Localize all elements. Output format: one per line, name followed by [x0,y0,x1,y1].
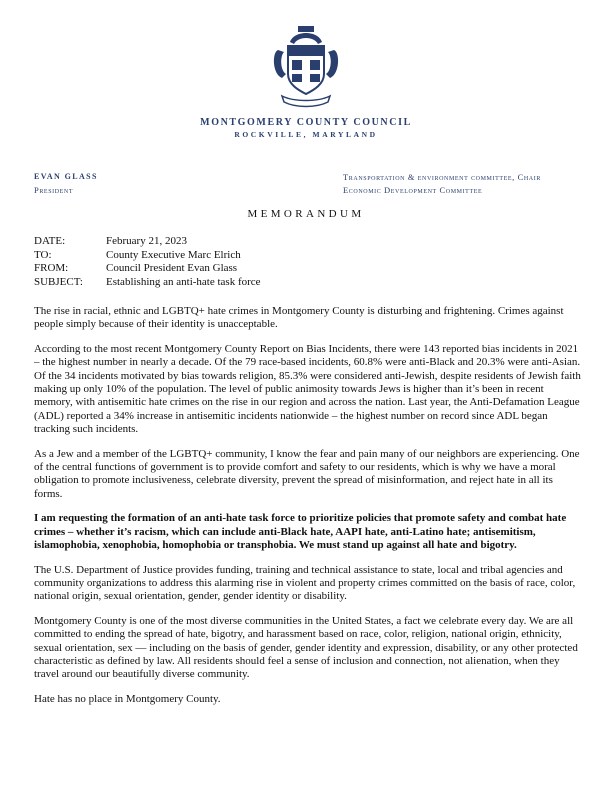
memo-field-date [34,235,261,249]
field-value: Council President Evan Glass [106,262,238,275]
council-location: ROCKVILLE, MARYLAND [234,130,378,139]
committee-economic: Economic Development Committee [343,185,483,195]
body-paragraph-closing: Hate has no place in Montgomery County. [34,692,221,705]
body-paragraph: Montgomery County is one of the most diverse communities in the United States, a fact we celebrate every day. We are all committed to ending the spread of hate, bigotry, and harassment based on race, color, religion, national origin, ethnicity, sexual orientation, sex — including on the basis of gender, gender identity and expression, disability, or any other protected characteristic as defined by law. All residents should feel a sense of inclusion and connection, not alienation, when they travel around our beautifully diverse community. [34,614,578,681]
memo-field-from [34,262,261,276]
memo-field-to [34,249,261,263]
field-label: TO: [34,248,52,261]
field-value: February 21, 2023 [106,235,187,247]
field-label: SUBJECT: [34,275,83,288]
body-paragraph: The U.S. Department of Justice provides funding, training and technical assistance to state, local and tribal agencies and community organizations to address this alarming rise in violent and property crimes committed on the basis of race, color, national origin, sexual orientation, gender, gender identity or disability. [34,563,576,603]
memo-body [34,305,582,717]
memo-title: MEMORANDUM [247,208,365,220]
county-seal-logo [268,22,344,110]
body-paragraph: The rise in racial, ethnic and LGBTQ+ hate crimes in Montgomery County is disturbing and frightening. Crimes against people simply because of their identity is unacceptable. [34,305,564,331]
sender-name: EVAN GLASS [34,172,98,181]
field-label: DATE: [34,235,66,247]
sender-title: President [34,185,74,195]
body-paragraph: According to the most recent Montgomery County Report on Bias Incidents, there were 143 reported bias incidents in 2021 – the highest number in nearly a decade. Of the 79 race-based incidents, 60.8% were anti-Black and 20.3% were anti-Asian. Of the 34 incidents motivated by bias towards religion, 85.3% were considered anti-Jewish, despite residents of Jewish faith making up only 10% of the population. The level of public animosity towards Jews is higher than it’s been in recent memory, with antisemitic hate crimes on the rise in our region and across the nation. Last year, the Anti-Defamation League (ADL) reported a 34% increase in antisemitic incidents nationwide – the highest number on record since ADL began tracking such incidents. [34,342,581,436]
body-paragraph: As a Jew and a member of the LGBTQ+ community, I know the fear and pain many of our neighbors are experiencing. One of the central functions of government is to provide comfort and safety to our residents, which is why we have a moral obligation to promote inclusiveness, celebrate diversity, prevent the spread of misinformation, and reject hate in all its forms. [34,447,580,500]
memo-field-subject [34,276,261,290]
committee-transportation: Transportation & environment committee, Chair [343,172,541,182]
field-value: County Executive Marc Elrich [106,248,241,261]
body-paragraph-request: I am requesting the formation of an anti-hate task force to prioritize policies that promote safety and combat hate crimes – whether it’s racism, which can include anti-Black hate, AAPI hate, anti-Latino hate; antisemitism, islamophobia, xenophobia, homophobia or transphobia. We must stand up against all hate and bigotry. [34,512,567,552]
council-name: MONTGOMERY COUNTY COUNCIL [200,117,412,128]
field-label: FROM: [34,262,69,275]
memo-header-fields [34,235,261,289]
field-value: Establishing an anti-hate task force [106,275,261,288]
